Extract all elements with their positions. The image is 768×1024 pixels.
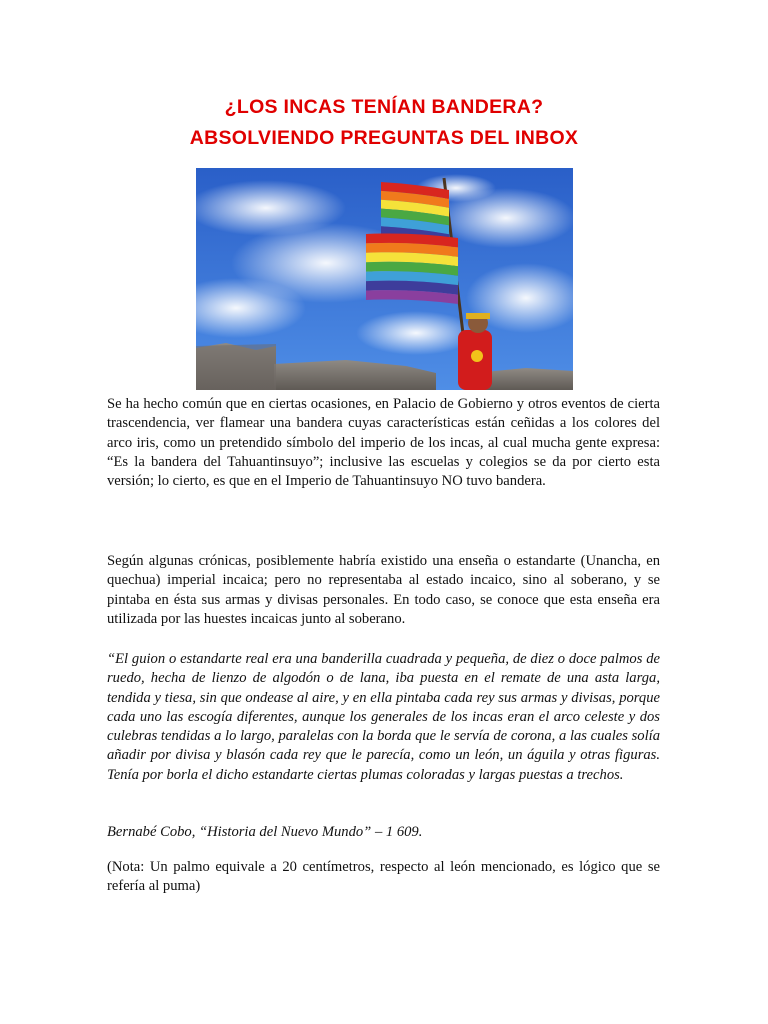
inca-flag-illustration	[196, 168, 573, 390]
page-title	[0, 92, 768, 154]
title-line-2: ABSOLVIENDO PREGUNTAS DEL INBOX	[189, 127, 579, 149]
quote-paragraph: “El guion o estandarte real era una banderilla cuadrada y pequeña, de diez o doce palmos de ruedo, hecha de lienzo de algodón o de lana, iba puesta en el remate de una asta larga, tendida y tiesa, sin que ondease al aire, y en ella pintaba cada rey sus armas y divisas, porque cada uno las escogía diferentes, aunque los generales de los incas eran el arco celeste y dos culebras tendidas a lo largo, paralelas con la borda que le servía de corona, a las cuales solía añadir por divisa y blasón cada rey que le parecía, como un león, un águila y otras figuras. Tenía por borla el dicho estandarte ciertas plumas coloradas y largas puestas a trechos.	[107, 651, 660, 783]
paragraph-2: Según algunas crónicas, posiblemente habría existido una enseña o estandarte (Unancha, en quechua) imperial incaica; pero no representaba al estado incaico, sino al soberano, y se pintaba en ésta sus armas y divisas personales. En todo caso, se conoce que esta enseña era utilizada por las huestes incaicas junto al soberano.	[107, 553, 660, 627]
title-line-1: ¿LOS INCAS TENÍAN BANDERA?	[224, 96, 544, 118]
inca-flag-photo	[196, 168, 573, 390]
note-paragraph: (Nota: Un palmo equivale a 20 centímetros, respecto al león mencionado, es lógico que se refería al puma)	[107, 859, 660, 895]
citation: Bernabé Cobo, “Historia del Nuevo Mundo” – 1 609.	[107, 824, 423, 840]
paragraph-1: Se ha hecho común que en ciertas ocasiones, en Palacio de Gobierno y otros eventos de cierta trascendencia, ver flamear una bandera cuyas características están ceñidas a los colores del arco iris, como un pretendido símbolo del imperio de los incas, al cual mucha gente expresa: “Es la bandera del Tahuantinsuyo”; inclusive las escuelas y colegios se da por cierto esta versión; lo cierto, es que en el Imperio de Tahuantinsuyo NO tuvo bandera.	[107, 396, 660, 490]
